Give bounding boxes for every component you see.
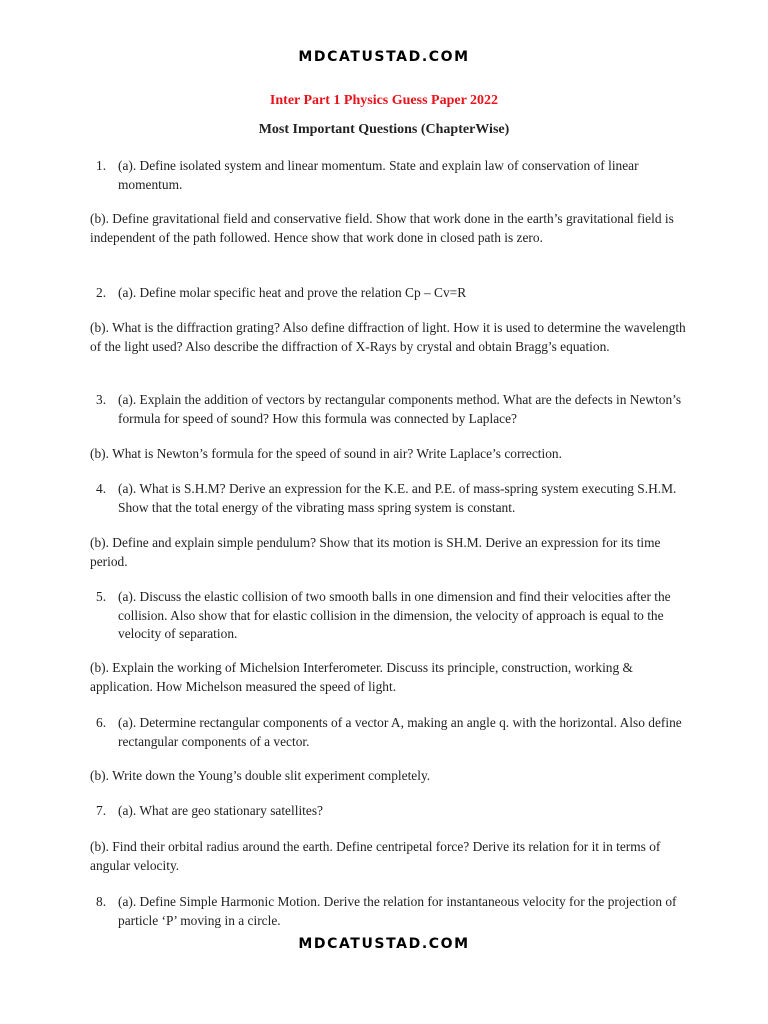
question-6-part-a xyxy=(90,714,690,751)
question-text: (a). Explain the addition of vectors by rectangular components method. What are the defects in Newton’s formula for speed of sound? How this formula was connected by Laplace? xyxy=(118,392,682,426)
question-6-part-b: (b). Write down the Young’s double slit experiment completely. xyxy=(90,768,431,783)
question-number: 4. xyxy=(96,481,107,496)
question-2-part-b: (b). What is the diffraction grating? Also define diffraction of light. How it is used to determine the wavelength of the light used? Also describe the diffraction of X-Rays by crystal and obtain Bragg’s equation. xyxy=(90,320,686,354)
question-1-part-b: (b). Define gravitational field and conservative field. Show that work done in the earth’s gravitational field is independent of the path followed. Hence show that work done in closed path is zero. xyxy=(90,211,674,245)
question-text: (a). Determine rectangular components of a vector A, making an angle q. with the horizontal. Also define rectangular components of a vector. xyxy=(118,715,682,749)
question-3-part-a xyxy=(90,391,690,428)
question-8-part-a xyxy=(90,893,690,930)
question-5-part-a xyxy=(90,588,690,644)
question-text: (a). Define isolated system and linear momentum. State and explain law of conservation of linear momentum. xyxy=(118,158,639,192)
question-number: 3. xyxy=(96,392,107,407)
question-number: 6. xyxy=(96,715,107,730)
header-brand: MDCATUSTAD.COM xyxy=(298,49,470,65)
question-text: (a). Define molar specific heat and prove the relation Cp – Cv=R xyxy=(118,285,467,300)
question-5-part-b: (b). Explain the working of Michelsion Interferometer. Discuss its principle, construction, working & application. How Michelson measured the speed of light. xyxy=(90,660,633,694)
question-text: (a). Define Simple Harmonic Motion. Derive the relation for instantaneous velocity for the projection of particle ‘P’ moving in a circle. xyxy=(118,894,677,928)
question-7-part-a xyxy=(90,802,690,821)
question-2-part-a xyxy=(90,284,690,303)
question-4-part-b: (b). Define and explain simple pendulum? Show that its motion is SH.M. Derive an expression for its time period. xyxy=(90,535,661,569)
question-number: 8. xyxy=(96,894,107,909)
question-number: 1. xyxy=(96,158,107,173)
question-number: 2. xyxy=(96,285,107,300)
question-4-part-a xyxy=(90,480,690,517)
page-subtitle: Most Important Questions (ChapterWise) xyxy=(258,122,510,137)
page-title: Inter Part 1 Physics Guess Paper 2022 xyxy=(269,93,499,108)
question-7-part-b: (b). Find their orbital radius around the earth. Define centripetal force? Derive its relation for it in terms of angular velocity. xyxy=(90,839,661,873)
question-3-part-b: (b). What is Newton’s formula for the speed of sound in air? Write Laplace’s correction. xyxy=(90,446,562,461)
question-text: (a). What is S.H.M? Derive an expression for the K.E. and P.E. of mass-spring system executing S.H.M. Show that the total energy of the vibrating mass spring system is constant. xyxy=(118,481,677,515)
question-number: 5. xyxy=(96,589,107,604)
question-1-part-a xyxy=(90,157,690,194)
footer-brand: MDCATUSTAD.COM xyxy=(298,936,470,952)
question-text: (a). Discuss the elastic collision of two smooth balls in one dimension and find their velocities after the collision. Also show that for elastic collision in the dimension, the velocity of approach is equal to the velocity of separation. xyxy=(118,589,671,641)
question-number: 7. xyxy=(96,803,107,818)
question-text: (a). What are geo stationary satellites? xyxy=(118,803,323,818)
